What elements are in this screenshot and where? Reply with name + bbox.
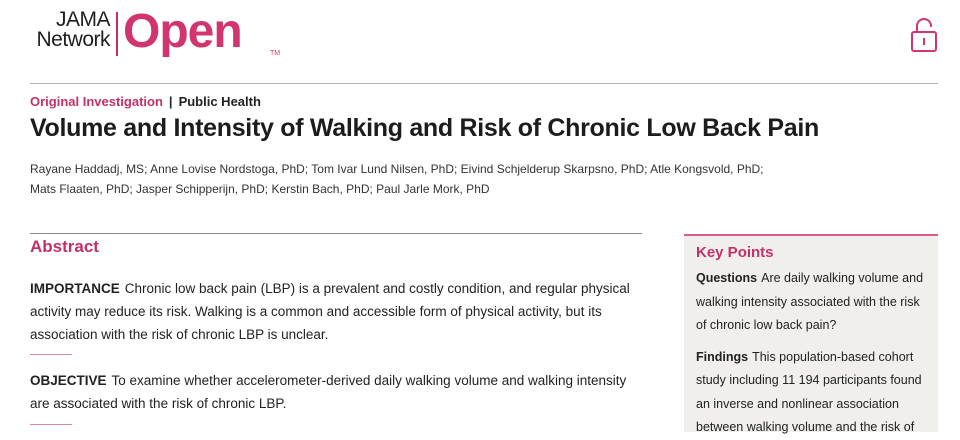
section-divider: [30, 354, 72, 355]
questions-label: Questions: [696, 271, 758, 285]
abstract-divider: [30, 233, 642, 234]
section-divider: [30, 424, 72, 425]
questions-text: Are daily walking volume and walking intensity associated with the risk of chronic low back pain?: [696, 271, 924, 332]
findings-text: This population-based cohort study including 11 194 participants found an inverse and nonlinear association between walking volume and the risk of: [696, 349, 922, 434]
abstract-objective: [30, 369, 642, 415]
key-points-questions: [696, 267, 926, 338]
author-list: [30, 159, 790, 199]
open-lock-icon[interactable]: [910, 17, 938, 53]
authors-line-1: Rayane Haddadj, MS; Anne Lovise Nordstoga, PhD; Tom Ivar Lund Nilsen, PhD; Eivind Schjelderup Skarpsno, PhD; Atle Kongsvold, PhD;: [30, 162, 764, 176]
category-secondary[interactable]: Public Health: [178, 94, 261, 109]
logo-jama-text: JAMA: [55, 8, 110, 31]
authors-line-2: Mats Flaaten, PhD; Jasper Schipperijn, PhD; Kerstin Bach, PhD; Paul Jarle Mork, PhD: [30, 182, 490, 196]
abstract-heading: Abstract: [30, 237, 99, 256]
logo-divider: [116, 12, 118, 56]
abstract-importance: [30, 277, 642, 346]
article-category: [30, 94, 261, 109]
findings-label: Findings: [696, 349, 749, 364]
importance-text: Chronic low back pain (LBP) is a prevalent and costly condition, and regular physical activity may reduce its risk. Walking is a common and accessible form of physical activity, but its association with the risk of chronic LBP is unclear.: [30, 281, 630, 342]
key-points-box: [684, 234, 938, 432]
logo-trademark: TM: [270, 50, 281, 57]
objective-text: To examine whether accelerometer-derived daily walking volume and walking intensity are associated with the risk of chronic LBP.: [30, 373, 627, 411]
logo-network-text: Network: [36, 28, 110, 51]
key-points-findings: [696, 346, 926, 440]
logo-jama-network: [30, 10, 110, 50]
header-divider: [30, 83, 938, 84]
category-primary[interactable]: Original Investigation: [30, 94, 163, 109]
objective-label: OBJECTIVE: [30, 373, 107, 388]
importance-label: IMPORTANCE: [30, 281, 120, 296]
article-title: Volume and Intensity of Walking and Risk of Chronic Low Back Pain: [30, 114, 819, 142]
key-points-title: Key Points: [696, 244, 774, 261]
logo-open-text: Open: [123, 5, 242, 58]
category-separator: |: [168, 94, 173, 109]
